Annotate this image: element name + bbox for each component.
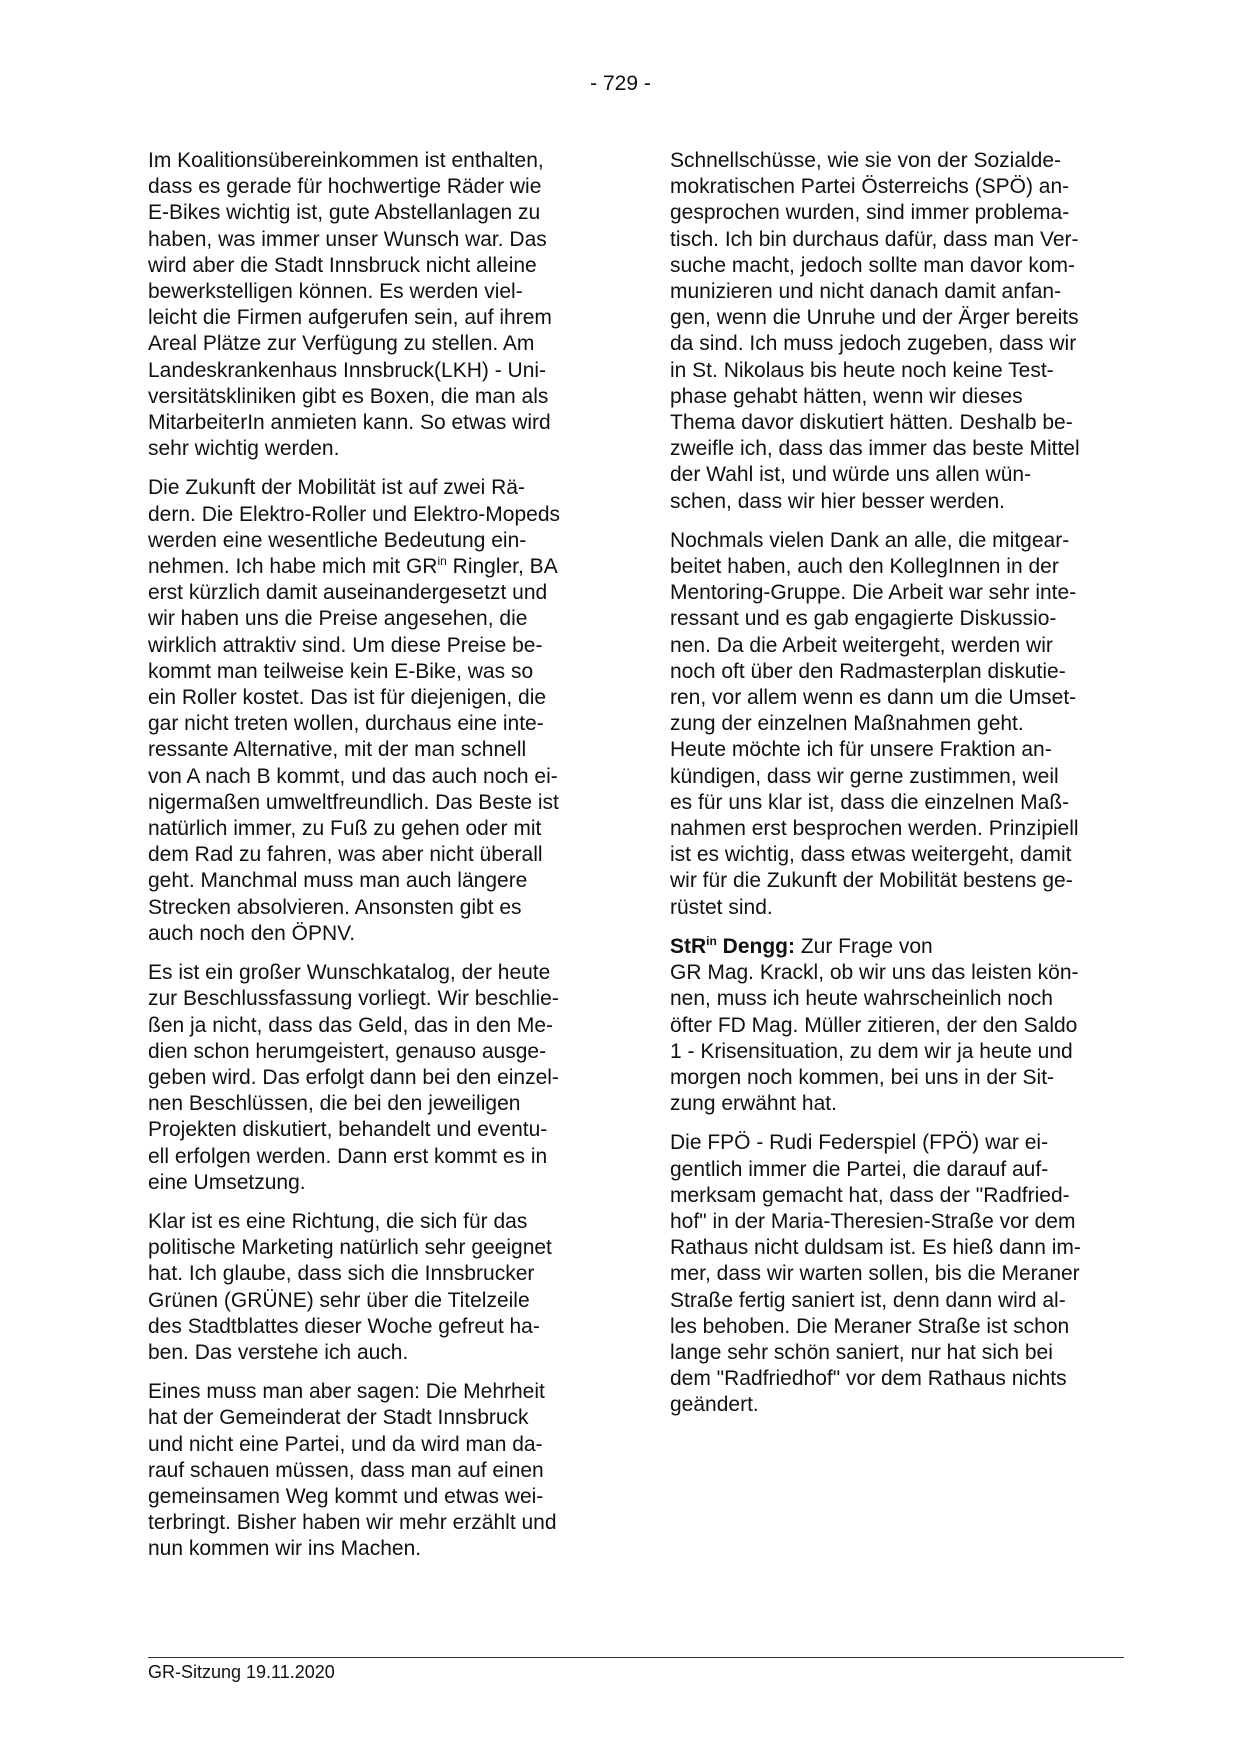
paragraph-marketing: Klar ist es eine Richtung, die sich für das politische Marketing natürlich sehr geeignet hat. Ich glaube, dass sich die Innsbrucker Grünen (GRÜNE) sehr über die Titelzeile des Stadtblattes dieser Woche gefreut ha- ben. Das verstehe ich auch.	[148, 1209, 552, 1364]
footer-session-date: GR-Sitzung 19.11.2020	[148, 1662, 335, 1682]
right-column	[670, 148, 1122, 1432]
paragraph-wish-catalog: Es ist ein großer Wunschkatalog, der heute zur Beschlussfassung vorliegt. Wir beschlie- ßen ja nicht, dass das Geld, das in den Me- dien schon herumgeistert, genauso ausge- geben wird. Das erfolgt dann bei den einzel- nen Beschlüssen, die bei den jeweiligen Projekten diskutiert, behandelt und eventu- ell erfolgen werden. Dann erst kommt es in eine Umsetzung.	[148, 961, 559, 1194]
paragraph-quick-shots: Schnellschüsse, wie sie von der Sozialde- mokratischen Partei Österreichs (SPÖ) an- gesprochen wurden, sind immer problema- tisch. Ich bin durchaus dafür, dass man Ver- suche macht, jedoch sollte man davor kom- munizieren und nicht danach damit anfan- gen, wenn die Unruhe und der Ärger bereits da sind. Ich muss jedoch zugeben, dass wir in St. Nikolaus bis heute noch keine Test- phase gehabt hätten, wenn wir dieses Thema davor diskutiert hätten. Deshalb be- zweifle ich, dass das immer das beste Mittel der Wahl ist, und würde uns allen wün- schen, dass wir hier besser werden.	[670, 149, 1080, 513]
paragraph-radfriedhof: Die FPÖ - Rudi Federspiel (FPÖ) war ei- gentlich immer die Partei, die darauf auf- merksam gemacht hat, dass der "Radfried- hof" in der Maria-Theresien-Straße vor dem Rathaus nicht duldsam ist. Es hieß dann im- mer, dass wir warten sollen, bis die Meraner Straße fertig saniert ist, denn dann wird al- les behoben. Die Meraner Straße ist schon lange sehr schön saniert, nur hat sich bei dem "Radfriedhof" vor dem Rathaus nichts geändert.	[670, 1131, 1081, 1417]
left-column	[148, 148, 600, 1576]
speech-text: Zur Frage von GR Mag. Krackl, ob wir uns das leisten kön- nen, muss ich heute wahrscheinlich noch öfter FD Mag. Müller zitieren, der den Saldo 1 - Krisensituation, zu dem wir ja heute und morgen noch kommen, bei uns in der Sit- zung erwähnt hat.	[670, 934, 1079, 1116]
mobility-text-after: Ringler, BA erst kürzlich damit auseinandergesetzt und wir haben uns die Preise angesehen, die wirklich attraktiv sind. Um diese Preise be- kommt man teilweise kein E-Bike, was so ein Roller kostet. Das ist für diejenigen, die gar nicht treten wollen, durchaus eine inte- ressante Alternative, mit der man schnell von A nach B kommt, und das auch noch ei- nigermaßen umweltfreundlich. Das Beste ist natürlich immer, zu Fuß zu gehen oder mit dem Rad zu fahren, was aber nicht überall geht. Manchmal muss man auch längere Strecken absolvieren. Ansonsten gibt es auch noch den ÖPNV.	[148, 555, 559, 945]
paragraph-mobility-future	[148, 475, 600, 947]
speaker-name: Dengg:	[716, 934, 795, 958]
speaker-superscript: in	[706, 933, 717, 948]
mobility-text-before: Die Zukunft der Mobilität ist auf zwei Rä- dern. Die Elektro-Roller und Elektro-Mopeds werden eine wesentliche Bedeutung ein- nehmen. Ich habe mich mit GR	[148, 476, 561, 579]
paragraph-speaker-dengg	[670, 934, 1122, 1117]
paragraph-thanks: Nochmals vielen Dank an alle, die mitgear- beitet haben, auch den KollegInnen in der Mentoring-Gruppe. Die Arbeit war sehr inte- ressant und es gab engagierte Diskussio- nen. Da die Arbeit weitergeht, werden wir noch oft über den Radmasterplan diskutie- ren, vor allem wenn es dann um die Umset- zung der einzelnen Maßnahmen geht. Heute möchte ich für unsere Fraktion an- kündigen, dass wir gerne zustimmen, weil es für uns klar ist, dass die einzelnen Maß- nahmen erst besprochen werden. Prinzipiell ist es wichtig, dass etwas weitergeht, damit wir für die Zukunft der Mobilität bestens ge- rüstet sind.	[670, 528, 1079, 919]
paragraph-bike-parking: Im Koalitionsübereinkommen ist enthalten, dass es gerade für hochwertige Räder wie E-Bikes wichtig ist, gute Abstellanlagen zu haben, was immer unser Wunsch war. Das wird aber die Stadt Innsbruck nicht alleine bewerkstelligen können. Es werden viel- leicht die Firmen aufgerufen sein, auf ihrem Areal Plätze zur Verfügung zu stellen. Am Landeskrankenhaus Innsbruck(LKH) - Uni- versitätskliniken gibt es Boxen, die man als MitarbeiterIn anmieten kann. So etwas wird sehr wichtig werden.	[148, 149, 552, 461]
paragraph-majority: Eines muss man aber sagen: Die Mehrheit hat der Gemeinderat der Stadt Innsbruck und nicht eine Partei, und da wird man da- rauf schauen müssen, dass man auf einen gemeinsamen Weg kommt und etwas wei- terbringt. Bisher haben wir mehr erzählt und nun kommen wir ins Machen.	[148, 1380, 557, 1561]
speaker-label	[670, 935, 795, 958]
speaker-title: StR	[670, 934, 707, 958]
gender-superscript: in	[437, 554, 447, 569]
page-number: - 729 -	[590, 72, 651, 95]
footer-divider	[148, 1657, 1124, 1658]
